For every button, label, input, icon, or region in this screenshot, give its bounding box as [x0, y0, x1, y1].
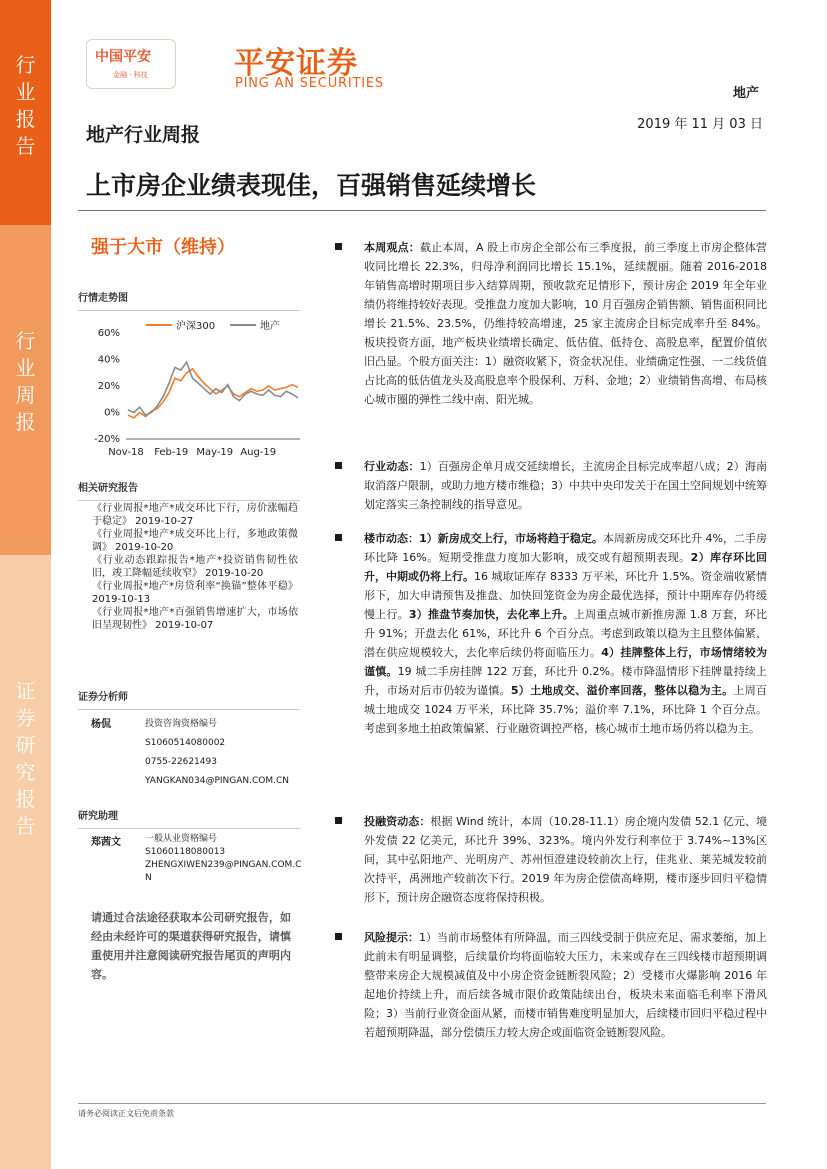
- rating-label: 强于大市（维持）: [91, 237, 235, 258]
- bullet-icon: [335, 534, 342, 541]
- paragraph-risk-warning: 风险提示：1）当前市场整体有所降温，而三四线受制于供应充足、需求萎缩，加上此前未有明显调整，后续量价均将面临较大压力，未来或存在三四线楼市超预期调整带来房企大规模减值及中小房企资金链断裂风险；2）受楼市火爆影响 2016 年起地价持续上升，而后续各城市限价政策陆续出台，板块未来面临毛利率下滑风险；3）当前行业资金面从紧，而楼市销售难度明显加大，后续楼市回归平稳过程中若超预期降温，部分偿债压力较大房企或面临资金链断裂风险。: [339, 928, 767, 1042]
- section-title-analyst: 证券分析师: [78, 688, 300, 710]
- sidebar-band: [0, 0, 51, 1169]
- list-item[interactable]: 《行业动态跟踪报告*地产*投资销售韧性依旧，竣工降幅延续收窄》 2019-10-20: [92, 555, 298, 579]
- sector-label: 地产: [732, 86, 759, 101]
- x-tick-label: Feb-19: [154, 447, 189, 458]
- analyst-info: 投资咨询资格编号 S1060514080002 0755-22621493 YANGKAN034@PINGAN.COM.CN: [145, 715, 345, 791]
- assistant-info: 一般从业资格编号 S1060118080013 ZHENGXIWEN239@PINGAN.COM.C N: [145, 833, 345, 885]
- trend-chart: [78, 311, 308, 465]
- brand-name: 平安证券: [234, 46, 358, 81]
- x-tick-label: Nov-18: [108, 447, 144, 458]
- analyst-name: 杨侃: [91, 719, 111, 730]
- paragraph-financing-news: 投融资动态：根据 Wind 统计，本周（10.28-11.1）房企境内发债 52.1 亿元、境外发债 22 亿美元，环比升 39%、323%。境内外发行利率位于 3.74%~13%区间，其中弘阳地产、光明房产、苏州恒澄建设较前次上行，佳兆业、莱芜城发较前次持平，禹洲地产较前次下行。2019 年为房企偿债高峰期，楼市逐步回归平稳情形下，预计房企融资态度将保持积极。: [339, 812, 767, 907]
- paragraph-market-news: 楼市动态：1）新房成交上行，市场将趋于稳定。本周新房成交环比升 4%，二手房环比降 16%。短期受推盘力度加大影响，成交或有超预期表现。2）库存环比回升，中期或仍将上行。16 城取证库存 8333 万平米，环比升 1.5%。资金端收紧情形下，加大申请预售及推盘、加快回笼资金为房企最优选择，预计中期库存仍将缓慢上行。3）推盘节奏加快，去化率上升。上周重点城市新推房源 1.8 万套，环比升 91%；开盘去化 61%，环比升 6 个百分点。考虑到政策以稳为主且整体偏紧、潜在供应规模较大，去化率后续仍将面临压力。4）挂牌整体上行，市场情绪较为谨慎。19 城二手房挂牌 122 万套，环比升 0.2%。楼市降温情形下挂牌量持续上升，市场对后市仍较为谨慎。5）土地成交、溢价率回落，整体以稳为主。上周百城土地成交 1024 万平米，环比降 35.7%；溢价率 7.1%，环比降 1 个百分点。考虑到多地土拍政策偏紧、行业融资调控严格，核心城市土地市场仍将以稳为主。: [339, 529, 767, 738]
- paragraph-weekly-view: 本周观点：截止本周，A 股上市房企全部公布三季度报，前三季度上市房企整体营收同比增长 22.3%，归母净利润同比增长 15.1%，延续靓丽。随着 2016-2018 年销售高增时期项目步入结算周期，预收款充足情形下，预计房企 2019 年全年业绩仍将维持较好表现。受推盘力度加大影响，10 月百强房企销售额、销售面积同比增长 21.5%、23.5%，仍维持较高增速，25 家主流房企目标完成率升至 84%。板块投资方面，地产板块业绩增长确定、低估值、低持仓、高股息率，配置价值依旧凸显。个股方面关注：1）融资收紧下，资金状况佳、业绩确定性强、一二线货值占比高的低估值龙头及高股息率个股保利、万科、金地；2）业绩销售高增、布局核心城市圈的弹性二线中南、阳光城。: [339, 238, 767, 409]
- legend-label: 地产: [260, 321, 280, 332]
- x-tick-label: Aug-19: [240, 447, 277, 458]
- y-tick-label: 60%: [97, 328, 120, 339]
- footer-note: 请务必阅读正文后免责条款: [78, 1109, 174, 1118]
- sidebar-label-securities-research: 证 券 研 究 报 告: [0, 555, 51, 1169]
- list-item[interactable]: 《行业周报*地产*房贷利率“换锚”整体平稳》 2019-10-13: [92, 581, 298, 605]
- report-type: 地产行业周报: [86, 124, 201, 146]
- ping-an-logo: 中国平安 金融 · 科技: [86, 39, 176, 89]
- section-title-trend: 行情走势图: [78, 289, 300, 311]
- analyst-email[interactable]: YANGKAN034@PINGAN.COM.CN: [145, 776, 290, 786]
- sidebar-label-industry-weekly: 行 业 周 报: [0, 225, 51, 555]
- bullet-icon: [335, 817, 342, 824]
- bullet-icon: [335, 243, 342, 250]
- section-title-assistant: 研究助理: [78, 807, 300, 829]
- related-reports-list: [92, 502, 298, 632]
- legend-label: 沪深300: [176, 321, 216, 332]
- report-date: 2019 年 11 月 03 日: [637, 117, 763, 132]
- bullet-icon: [335, 462, 342, 469]
- list-item[interactable]: 《行业周报*地产*成交环比上行，多地政策微调》 2019-10-20: [92, 529, 298, 553]
- header-divider: [78, 210, 766, 211]
- assistant-email[interactable]: ZHENGXIWEN239@PINGAN.COM.C: [145, 860, 302, 870]
- y-tick-label: 40%: [97, 354, 120, 366]
- sidebar-label-industry-report: 行 业 报 告: [0, 0, 51, 225]
- x-tick-label: May-19: [196, 447, 234, 458]
- disclaimer-note: 请通过合法途径获取本公司研究报告，如经由未经许可的渠道获得研究报告，请慎重使用并注意阅读研究报告尾页的声明内容。: [91, 911, 291, 981]
- paragraph-industry-news: 行业动态：1）百强房企单月成交延续增长，主流房企目标完成率超八成；2）海南取消落户限制，或助力地方楼市维稳；3）中共中央印发关于在国土空间规划中统筹划定落实三条控制线的指导意见。: [339, 457, 767, 514]
- y-tick-label: 20%: [97, 381, 120, 392]
- section-title-related: 相关研究报告: [78, 479, 300, 501]
- list-item[interactable]: 《行业周报*地产*成交环比下行，房价涨幅趋于稳定》 2019-10-27: [92, 503, 298, 527]
- y-tick-label: -20%: [94, 434, 120, 445]
- brand-name-en: PING AN SECURITIES: [235, 76, 384, 91]
- assistant-name: 郑茜文: [91, 837, 121, 848]
- footer-divider: [78, 1103, 766, 1104]
- page-title: 上市房企业绩表现佳，百强销售延续增长: [86, 171, 537, 200]
- list-item[interactable]: 《行业周报*地产*百强销售增速扩大，市场依旧呈现韧性》 2019-10-07: [92, 607, 298, 631]
- bullet-icon: [335, 933, 342, 940]
- y-tick-label: 0%: [104, 407, 120, 419]
